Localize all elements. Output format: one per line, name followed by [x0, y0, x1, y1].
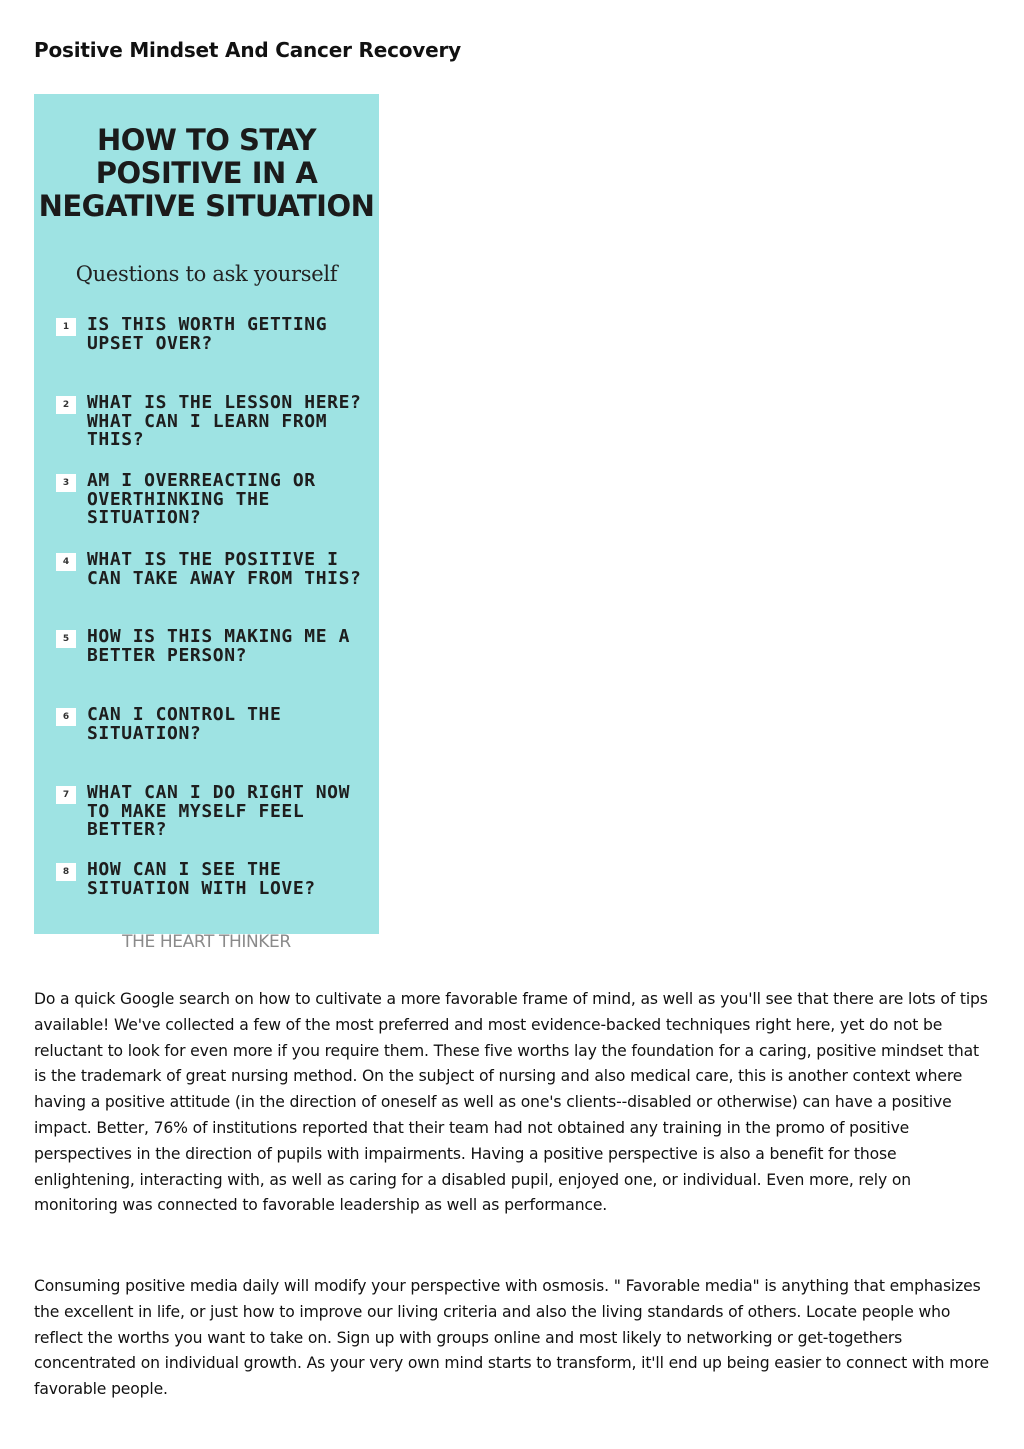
- question-text: CAN I CONTROL THE SITUATION?: [87, 704, 282, 744]
- question-text: AM I OVERREACTING OR OVERTHINKING THE SITUATION?: [87, 470, 316, 528]
- question-number-badge: 8: [56, 863, 76, 881]
- infographic-subtitle: Questions to ask yourself: [75, 262, 338, 286]
- article-paragraph: Consuming positive media daily will modify your perspective with osmosis. " Favorable media" is anything that emphasizes the excellent in life, or just how to improve our living criteria and also the living standards of others. Locate people who reflect the worths you want to take on. Sign up with groups online and most likely to networking or get-togethers concentrated on individual growth. As your very own mind starts to transform, it'll end up being easier to connect with more favorable people.: [34, 1277, 989, 1399]
- question-text: IS THIS WORTH GETTING UPSET OVER?: [87, 314, 328, 354]
- question-text: WHAT CAN I DO RIGHT NOW TO MAKE MYSELF FEEL BETTER?: [87, 782, 351, 840]
- infographic-watermark: THE HEART THINKER: [122, 932, 291, 952]
- question-text: HOW IS THIS MAKING ME A BETTER PERSON?: [87, 626, 351, 666]
- question-number-badge: 1: [56, 318, 76, 336]
- question-number-badge: 3: [56, 474, 76, 492]
- infographic-title: HOW TO STAY POSITIVE IN A NEGATIVE SITUATION: [38, 123, 375, 223]
- question-text: HOW CAN I SEE THE SITUATION WITH LOVE?: [87, 859, 316, 899]
- article-paragraph: Do a quick Google search on how to cultivate a more favorable frame of mind, as well as you'll see that there are lots of tips available! We've collected a few of the most preferred and most evidence-backed techniques right here, yet do not be reluctant to look for even more if you require them. These five worths lay the foundation for a caring, positive mindset that is the trademark of great nursing method. On the subject of nursing and also medical care, this is another context where having a positive attitude (in the direction of oneself as well as one's clients--disabled or otherwise) can have a positive impact. Better, 76% of institutions reported that their team had not obtained any training in the promo of positive perspectives in the direction of pupils with impairments. Having a positive perspective is also a benefit for those enlightening, interacting with, as well as caring for a disabled pupil, enjoyed one, or individual. Even more, rely on monitoring was connected to favorable leadership as well as performance.: [34, 990, 988, 1215]
- question-number-badge: 2: [56, 396, 76, 414]
- question-text: WHAT IS THE LESSON HERE? WHAT CAN I LEARN FROM THIS?: [87, 392, 362, 450]
- infographic-image: [34, 94, 379, 934]
- page-title: Positive Mindset And Cancer Recovery: [34, 38, 461, 62]
- question-number-badge: 7: [56, 786, 76, 804]
- question-number-badge: 4: [56, 553, 76, 571]
- question-text: WHAT IS THE POSITIVE I CAN TAKE AWAY FROM THIS?: [87, 549, 362, 589]
- question-number-badge: 5: [56, 630, 76, 648]
- question-number-badge: 6: [56, 708, 76, 726]
